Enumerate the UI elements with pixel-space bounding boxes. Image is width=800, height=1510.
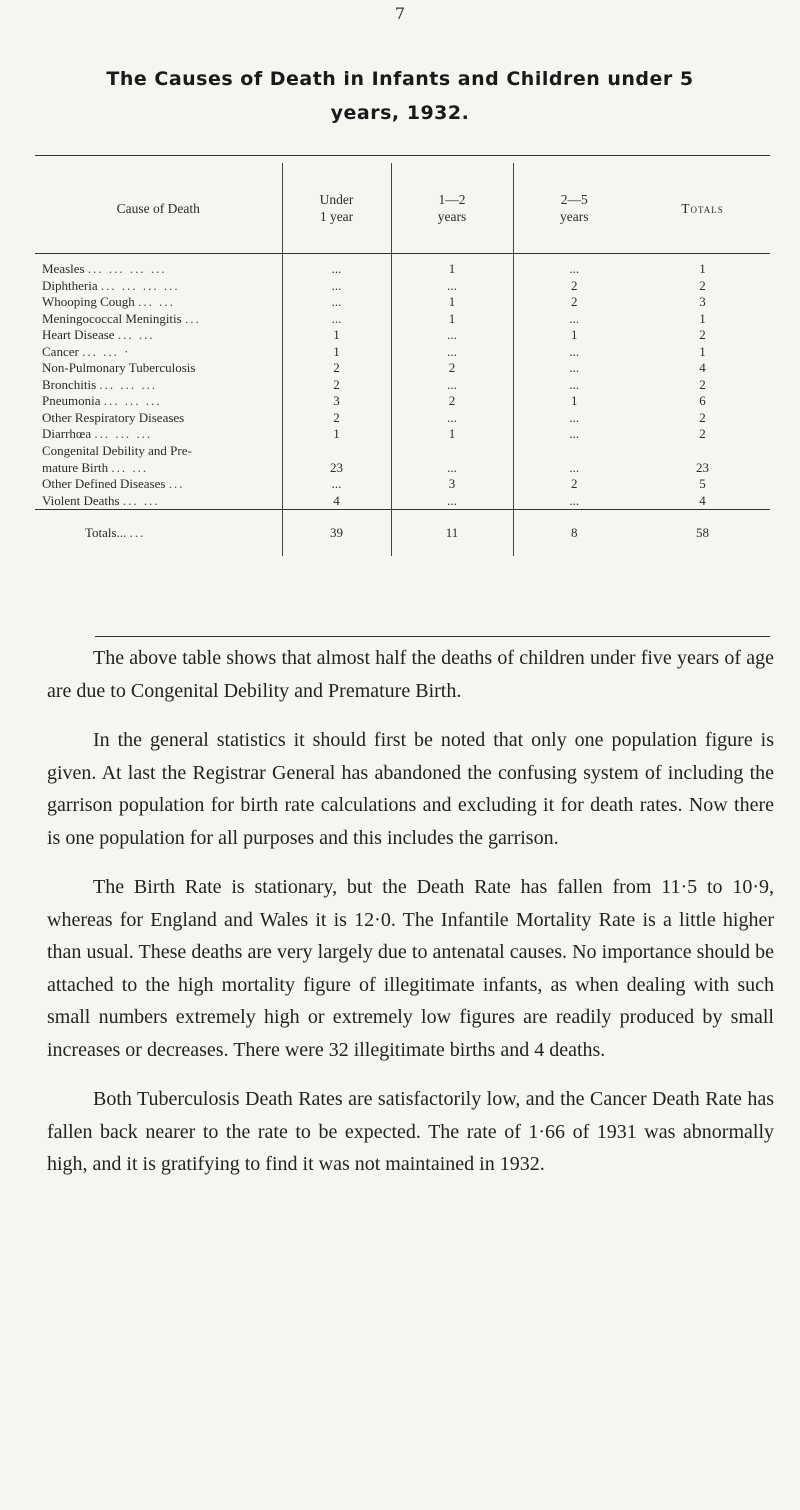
cause-cell — [35, 327, 282, 344]
2-5-years-cell: ... — [513, 426, 635, 443]
table-row — [35, 254, 770, 278]
cause-cell — [35, 254, 282, 278]
leader-dots: ... — [129, 525, 146, 540]
cause-label: Violent Deaths — [42, 492, 120, 508]
1-2-years-cell: 11 — [391, 510, 513, 557]
cause-cell — [35, 311, 282, 328]
under-1-year-cell: 2 — [282, 410, 391, 427]
total-cell: 2 — [699, 409, 706, 425]
leader-dots: ... ... — [111, 459, 149, 475]
under-1-year-cell: ... — [282, 294, 391, 311]
under-1-year-cell: 4 — [282, 493, 391, 510]
page-title — [40, 62, 760, 130]
1-2-years-cell: ... — [391, 278, 513, 295]
2-5-years-cell: ... — [513, 460, 635, 477]
header-2-5-years: 2—5 years — [513, 163, 635, 254]
2-5-years-cell: ... — [513, 344, 635, 361]
2-5-years-cell: 1 — [513, 327, 635, 344]
cause-cell — [35, 476, 282, 493]
under-1-year-cell: 39 — [282, 510, 391, 557]
cause-label: Other Defined Diseases — [42, 476, 166, 492]
table-row — [35, 344, 770, 361]
table-row — [35, 294, 770, 311]
leader-dots: ... ... — [138, 294, 175, 310]
body-text — [47, 642, 774, 1181]
2-5-years-cell: 2 — [513, 294, 635, 311]
2-5-years-cell: 8 — [513, 510, 635, 557]
cause-cell — [35, 493, 282, 510]
1-2-years-cell: 3 — [391, 476, 513, 493]
paragraph-3: The Birth Rate is stationary, but the Death Rate has fallen from 11·5 to 10·9, whereas for England and Wales it is 12·0. The Infantile Mortality Rate is a little higher than usual. These deaths are very largely due to antenatal causes. No importance should be attached to the high mortality figure of illegitimate infants, as when dealing with such small numbers extremely high or extremely low figures are readily produced by small increases or decreases. There were 32 illegitimate births and 4 deaths. — [47, 876, 774, 1061]
cause-label: Meningococcal Meningitis — [42, 310, 182, 326]
under-1-year-cell: 1 — [282, 426, 391, 443]
table-row — [35, 278, 770, 295]
under-1-year-cell: ... — [282, 254, 391, 278]
leader-dots: ... ... — [117, 327, 155, 343]
cause-label: Heart Disease — [42, 327, 115, 343]
table-row — [35, 493, 770, 510]
1-2-years-cell: 2 — [391, 393, 513, 410]
table-row — [35, 327, 770, 344]
total-cell: 2 — [699, 277, 706, 293]
totals-label — [35, 510, 282, 557]
page-number: 7 — [394, 4, 406, 23]
under-1-year-cell: 2 — [282, 377, 391, 394]
total-cell: 1 — [699, 310, 706, 326]
leader-dots: ... — [184, 310, 201, 326]
table-row — [35, 476, 770, 493]
table-bottom-rule — [95, 636, 770, 637]
total-cell: 4 — [699, 492, 706, 508]
cause-label: Totals... — [85, 525, 127, 540]
total-cell: 2 — [699, 376, 706, 392]
total-cell: 3 — [699, 294, 706, 310]
cause-label: Diarrhœa — [42, 426, 92, 442]
cause-label: Pneumonia — [42, 393, 101, 409]
2-5-years-cell: ... — [513, 311, 635, 328]
table-top-rule — [35, 155, 770, 156]
table-row — [35, 377, 770, 394]
table-row — [35, 426, 770, 443]
2-5-years-cell: 2 — [513, 476, 635, 493]
under-1-year-cell: ... — [282, 278, 391, 295]
total-cell: 2 — [699, 426, 706, 442]
title-line-1: The Causes of Death in Infants and Children under 5 — [106, 68, 694, 90]
table-row — [35, 393, 770, 410]
under-1-year-cell: 1 — [282, 327, 391, 344]
data-table — [35, 163, 770, 556]
1-2-years-cell: ... — [391, 327, 513, 344]
1-2-years-cell: 1 — [391, 426, 513, 443]
cause-cell — [35, 410, 282, 427]
total-cell: 58 — [635, 510, 770, 557]
table-row — [35, 410, 770, 427]
under-1-year-cell: 23 — [282, 460, 391, 477]
leader-dots: ... ... — [122, 492, 160, 508]
2-5-years-cell — [513, 443, 635, 460]
cause-cell — [35, 344, 282, 361]
cause-cell — [35, 426, 282, 443]
total-cell: 6 — [699, 393, 706, 409]
cause-label: Cancer — [42, 343, 79, 359]
1-2-years-cell: ... — [391, 460, 513, 477]
1-2-years-cell: 2 — [391, 360, 513, 377]
under-1-year-cell: ... — [282, 311, 391, 328]
under-1-year-cell: 1 — [282, 344, 391, 361]
cause-cell — [35, 460, 282, 477]
total-cell: 4 — [699, 360, 706, 376]
total-cell: 1 — [699, 261, 706, 277]
total-cell: 1 — [699, 343, 706, 359]
1-2-years-cell: 1 — [391, 294, 513, 311]
leader-dots: ... ... · — [82, 343, 131, 359]
header-row — [35, 163, 770, 254]
totals-row — [35, 510, 770, 557]
2-5-years-cell: ... — [513, 377, 635, 394]
paragraph-1: The above table shows that almost half the deaths of children under five years of age are due to Congenital Debility and Premature Birth. — [47, 647, 774, 702]
1-2-years-cell — [391, 443, 513, 460]
1-2-years-cell: ... — [391, 377, 513, 394]
cause-label: mature Birth — [42, 459, 109, 475]
leader-dots: ... ... ... — [94, 426, 153, 442]
cause-label: Diphtheria — [42, 277, 98, 293]
cause-label: Non-Pulmonary Tuberculosis — [42, 360, 196, 376]
cause-label: Whooping Cough — [42, 294, 135, 310]
under-1-year-cell: 3 — [282, 393, 391, 410]
under-1-year-cell: 2 — [282, 360, 391, 377]
cause-cell — [35, 294, 282, 311]
1-2-years-cell: 1 — [391, 254, 513, 278]
cause-cell — [35, 443, 282, 460]
cause-label: Measles — [42, 261, 85, 277]
title-line-2: years, 1932. — [330, 102, 470, 124]
table-row — [35, 311, 770, 328]
table-row — [35, 360, 770, 377]
2-5-years-cell: ... — [513, 254, 635, 278]
total-cell: 23 — [696, 459, 709, 475]
paragraph-2: In the general statistics it should first be noted that only one population figure is given. At last the Registrar General has abandoned the confusing system of including the garrison population for birth rate calculations and excluding it for death rates. Now there is one population for all purposes and this includes the garrison. — [47, 729, 774, 849]
header-totals: Totals — [635, 163, 770, 254]
leader-dots: ... — [168, 476, 185, 492]
cause-label: Other Respiratory Diseases — [42, 409, 185, 425]
2-5-years-cell: 2 — [513, 278, 635, 295]
cause-cell — [35, 360, 282, 377]
2-5-years-cell: ... — [513, 410, 635, 427]
leader-dots: ... ... ... ... — [87, 261, 167, 277]
cause-cell — [35, 377, 282, 394]
1-2-years-cell: 1 — [391, 311, 513, 328]
leader-dots: ... ... ... — [103, 393, 162, 409]
2-5-years-cell: ... — [513, 493, 635, 510]
leader-dots: ... ... ... ... — [100, 277, 180, 293]
cause-label: Bronchitis — [42, 376, 97, 392]
total-cell: 2 — [699, 327, 706, 343]
total-cell: 5 — [699, 476, 706, 492]
cause-cell — [35, 278, 282, 295]
header-cause: Cause of Death — [35, 163, 282, 254]
2-5-years-cell: 1 — [513, 393, 635, 410]
1-2-years-cell: ... — [391, 344, 513, 361]
leader-dots: ... ... ... — [99, 376, 158, 392]
2-5-years-cell: ... — [513, 360, 635, 377]
paragraph-4: Both Tuberculosis Death Rates are satisfactorily low, and the Cancer Death Rate has fallen back nearer to the rate to be expected. The rate of 1·66 of 1931 was abnormally high, and it is gratifying to find it was not maintained in 1932. — [47, 1088, 774, 1175]
1-2-years-cell: ... — [391, 410, 513, 427]
1-2-years-cell: ... — [391, 493, 513, 510]
header-under-1-year: Under 1 year — [282, 163, 391, 254]
under-1-year-cell: ... — [282, 476, 391, 493]
total-cell — [635, 443, 770, 460]
cause-cell — [35, 393, 282, 410]
cause-label: Congenital Debility and Pre- — [42, 443, 192, 458]
table-row — [35, 460, 770, 477]
header-1-2-years: 1—2 years — [391, 163, 513, 254]
under-1-year-cell — [282, 443, 391, 460]
table-row — [35, 443, 770, 460]
table-body — [35, 254, 770, 557]
